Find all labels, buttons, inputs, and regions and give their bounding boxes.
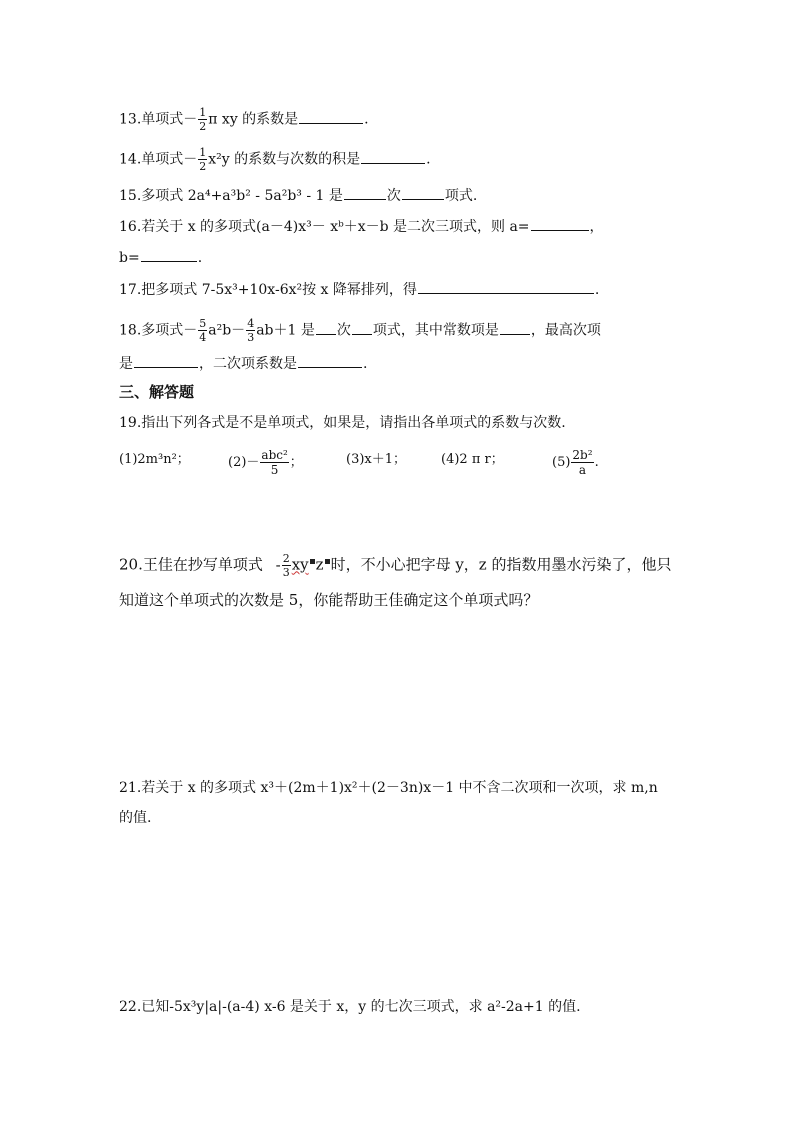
question-19: 19.指出下列各式是不是单项式，如果是，请指出各单项式的系数与次数. [119,415,566,431]
answer-blank[interactable] [361,148,425,164]
answer-blank[interactable] [402,184,444,200]
answer-blank[interactable] [344,184,386,200]
question-18: 18.多项式－ $\frac{5}{4}$ a²b－ $\frac{4}{3}$ ab＋1 是 次 项式，其中常数项是 ，最高次项 [119,317,601,344]
answer-blank[interactable] [134,352,198,368]
question-21: 21.若关于 x 的多项式 x³＋(2m＋1)x²＋(2－3n)x－1 中不含二次项和一次项，求 m,n [119,780,658,796]
question-18-line2: 是 ，二次项系数是 . [119,352,367,374]
answer-blank-b[interactable] [141,246,197,262]
answer-blank[interactable] [316,319,336,335]
question-16-line2: b= . [119,246,202,268]
question-14: 14.单项式－ $\frac{1}{2}$ x²y 的系数与次数的积是 . [119,146,431,173]
question-13: 13.单项式－ $\frac{1}{2}$ π xy 的系数是 . [119,106,369,133]
question-22: 22.已知-5x³y|a|-(a-4) x-6 是关于 x，y 的七次三项式，求 a²-2a+1 的值. [119,999,581,1015]
q19-item-5: (5) $\frac{\text{2b²}}{a}$ . [552,448,599,477]
q19-item-4: (4)2 π r； [441,452,504,467]
fraction: $\frac{1}{2}$ [199,146,207,173]
question-17: 17.把多项式 7-5x³+10x-6x²按 x 降幂排列，得 . [119,278,599,300]
fraction: $\frac{5}{4}$ [199,317,207,344]
question-20-line2: 知道这个单项式的次数是 5，你能帮助王佳确定这个单项式吗？ [119,591,539,609]
question-21-line2: 的值. [119,810,152,826]
question-20: 20.王佳在抄写单项式 - $\frac{2}{3}$ xy z 时，不小心把字母 y，z 的指数用墨水污染了，他只 [119,552,672,579]
answer-blank[interactable] [352,319,372,335]
fraction: $\frac{1}{2}$ [199,106,207,133]
answer-blank[interactable] [298,352,362,368]
ink-blot-icon [325,559,330,564]
answer-blank-a[interactable] [531,215,589,231]
q19-item-3: (3)x＋1； [346,452,407,467]
answer-blank[interactable] [299,108,363,124]
question-16: 16.若关于 x 的多项式(a－4)x³－ xᵇ＋x－b 是二次三项式，则 a= ， [119,215,604,237]
section-title: 三、解答题 [119,383,195,401]
answer-blank[interactable] [500,319,530,335]
q19-item-1: (1)2m³n²； [119,452,190,467]
answer-blank[interactable] [418,278,594,294]
q19-item-2: (2)－ $\frac{\text{abc²}}{5}$ ； [228,448,303,477]
fraction: $\frac{4}{3}$ [247,317,255,344]
ink-blot-icon [310,559,315,564]
question-15: 15.多项式 2a⁴+a³b² - 5a²b³ - 1 是 次 项式. [119,184,477,206]
